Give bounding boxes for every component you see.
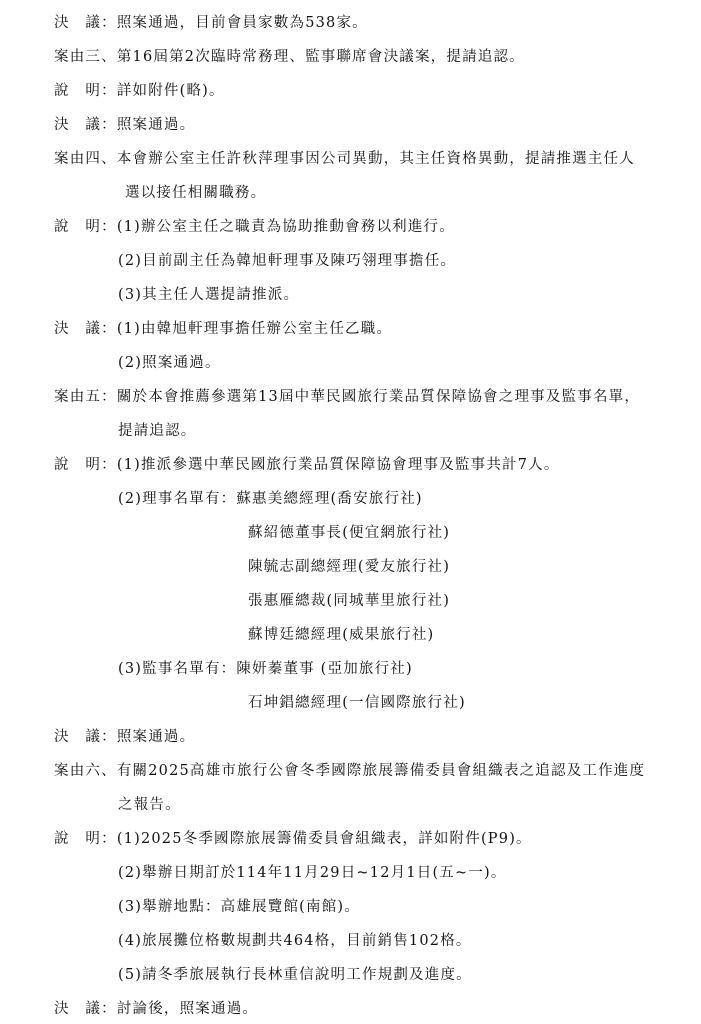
- explanation-line: [118, 965, 472, 985]
- line-label: 決 議：: [54, 321, 117, 337]
- director-list-line: [248, 591, 450, 611]
- continuation-line: [118, 421, 197, 441]
- line-text: (2)舉辦日期訂於114年11月29日~12月1日(五~一)。: [118, 865, 507, 881]
- agenda-item-5-title: [54, 387, 640, 407]
- line-label: 說 明：: [54, 219, 117, 235]
- line-text: (1)2025冬季國際旅展籌備委員會組織表，詳如附件(P9)。: [116, 831, 532, 847]
- line-label: 說 明：: [54, 83, 117, 99]
- line-text: 本會辦公室主任許秋萍理事因公司異動，其主任資格異動，提請推選主任人: [116, 151, 635, 167]
- supervisor-list-line: [248, 693, 466, 713]
- resolution-line: [54, 319, 392, 339]
- line-label: 決 議：: [54, 729, 117, 745]
- line-text: 石坤錩總經理(一信國際旅行社): [248, 695, 466, 711]
- line-text: 關於本會推薦參選第13屆中華民國旅行業品質保障協會之理事及監事名單，: [116, 389, 641, 405]
- line-text: 選以接任相關職務。: [125, 185, 267, 201]
- continuation-line: [125, 183, 266, 203]
- line-text: 陳毓志副總經理(愛友旅行社): [248, 559, 451, 575]
- director-list-line: [248, 523, 450, 543]
- explanation-line: [118, 897, 360, 917]
- explanation-line: [118, 931, 472, 951]
- line-text: (1)辦公室主任之職責為協助推動會務以利進行。: [116, 219, 455, 235]
- line-text: (1)由韓旭軒理事擔任辦公室主任乙職。: [116, 321, 393, 337]
- line-text: (3)舉辦地點：高雄展覽館(南館)。: [118, 899, 360, 915]
- explanation-line: [54, 829, 532, 849]
- agenda-item-3-title: [54, 47, 525, 67]
- explanation-line: [54, 81, 225, 101]
- line-text: 第16屆第2次臨時常務理、監事聯席會決議案，提請追認。: [116, 49, 525, 65]
- line-label: 案由三、: [54, 49, 117, 65]
- line-label: 案由六、: [54, 763, 117, 779]
- supervisor-list-line: [118, 659, 413, 679]
- agenda-item-4-title: [54, 149, 635, 169]
- line-text: 照案通過。: [116, 729, 196, 745]
- resolution-line: [54, 999, 258, 1019]
- line-label: 說 明：: [54, 831, 117, 847]
- line-text: (3)其主任人選提請推派。: [118, 287, 300, 303]
- line-label: 決 議：: [54, 1001, 117, 1017]
- line-label: 案由四、: [54, 151, 117, 167]
- line-text: 照案通過。: [116, 117, 196, 133]
- line-text: 之報告。: [118, 797, 181, 813]
- line-text: 蘇博廷總經理(威果旅行社): [248, 627, 435, 643]
- resolution-line: [118, 353, 221, 373]
- line-text: (2)理事名單有：蘇惠美總經理(喬安旅行社): [118, 491, 423, 507]
- line-text: (2)目前副主任為韓旭軒理事及陳巧翎理事擔任。: [118, 253, 457, 269]
- line-text: (3)監事名單有：陳妍蓁董事 (亞加旅行社): [118, 661, 413, 677]
- line-text: (4)旅展攤位格數規劃共464格，目前銷售102格。: [118, 933, 472, 949]
- line-text: (5)請冬季旅展執行長林重信說明工作規劃及進度。: [118, 967, 472, 983]
- line-text: (2)照案通過。: [118, 355, 221, 371]
- resolution-line: [54, 13, 368, 33]
- line-label: 決 議：: [54, 15, 117, 31]
- explanation-line: [118, 285, 299, 305]
- director-list-line: [118, 489, 423, 509]
- explanation-line: [118, 863, 507, 883]
- line-text: 討論後，照案通過。: [116, 1001, 259, 1017]
- agenda-item-6-title: [54, 761, 645, 781]
- director-list-line: [248, 625, 434, 645]
- resolution-line: [54, 115, 195, 135]
- resolution-line: [54, 727, 195, 747]
- line-text: 蘇紹德董事長(便宜網旅行社): [248, 525, 451, 541]
- line-text: 詳如附件(略)。: [116, 83, 225, 99]
- director-list-line: [248, 557, 450, 577]
- line-label: 決 議：: [54, 117, 117, 133]
- line-text: 提請追認。: [118, 423, 197, 439]
- explanation-line: [54, 217, 455, 237]
- explanation-line: [54, 455, 560, 475]
- line-label: 案由五：: [54, 389, 117, 405]
- line-text: 有關2025高雄市旅行公會冬季國際旅展籌備委員會組織表之追認及工作進度: [116, 763, 646, 779]
- line-text: 照案通過，目前會員家數為538家。: [116, 15, 368, 31]
- line-label: 說 明：: [54, 457, 117, 473]
- line-text: 張惠雁總裁(同城華里旅行社): [248, 593, 451, 609]
- line-text: (1)推派參選中華民國旅行業品質保障協會理事及監事共計7人。: [116, 457, 560, 473]
- explanation-line: [118, 251, 456, 271]
- continuation-line: [118, 795, 181, 815]
